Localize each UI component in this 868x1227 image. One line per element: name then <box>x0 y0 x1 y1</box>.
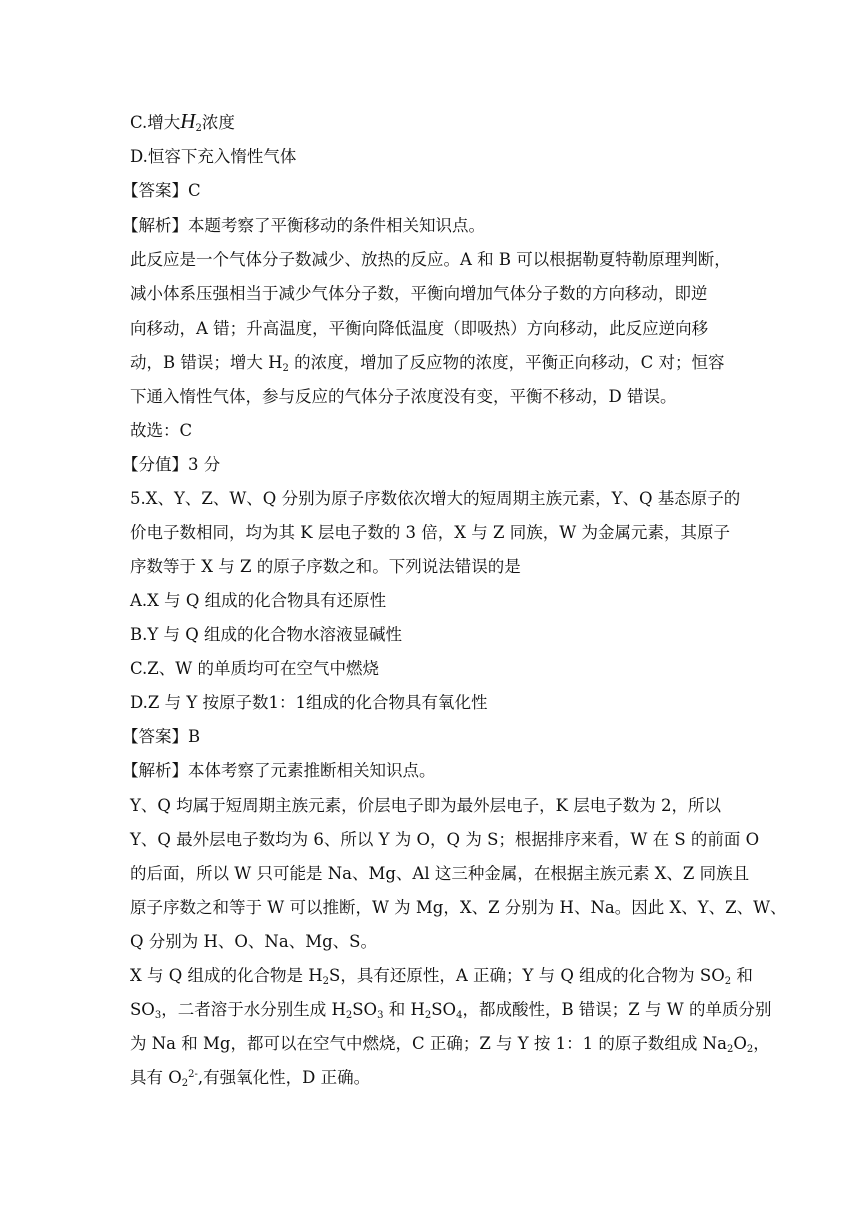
q4-option-c <box>130 110 235 134</box>
text-run: 和 <box>731 966 753 985</box>
q4-score: 【分值】3 分 <box>122 455 221 474</box>
subscript: 2 <box>181 1078 189 1089</box>
q5-explanation-line <box>130 999 771 1021</box>
q4-choose: 故选：C <box>130 421 193 440</box>
text-run: SO <box>352 1000 378 1019</box>
q5-stem-line: 价电子数相同，均为其 K 层电子数的 3 倍，X 与 Z 同族，W 为金属元素，其原子 <box>130 523 730 542</box>
subscript: 3 <box>154 1010 162 1021</box>
text-run: 动，B 错误；增大 H <box>130 353 283 372</box>
subscript: 2 <box>322 976 330 987</box>
subscript: 3 <box>377 1010 384 1021</box>
text-run: 的浓度，增加了反应物的浓度，平衡正向移动，C 对；恒容 <box>288 353 725 372</box>
subscript: 4 <box>456 1010 463 1021</box>
text-run: 具有 O <box>130 1068 182 1087</box>
q5-explanation-line <box>130 1033 770 1055</box>
q5-stem-line: 序数等于 X 与 Z 的原子序数之和。下列说法错误的是 <box>130 557 521 576</box>
subscript: 2 <box>724 976 732 987</box>
text-run: ，都成酸性，B 错误；Z 与 W 的单质分别 <box>462 1000 772 1019</box>
q5-option-c: C.Z、W 的单质均可在空气中燃烧 <box>130 659 379 678</box>
text-run: 和 H <box>383 1000 425 1019</box>
q4-option-d: D.恒容下充入惰性气体 <box>130 147 297 166</box>
q4-answer: 【答案】C <box>122 181 201 200</box>
q5-explanation-line <box>130 1067 370 1089</box>
text-run: SO <box>431 1000 457 1019</box>
q5-option-a: A.X 与 Q 组成的化合物具有还原性 <box>130 591 387 610</box>
text-run: X 与 Q 组成的化合物是 H <box>130 966 323 985</box>
q4-analysis-title: 【解析】本题考察了平衡移动的条件相关知识点。 <box>122 216 485 235</box>
subscript: 2 <box>424 1010 432 1021</box>
subscript: 2 <box>195 123 202 134</box>
subscript: 2 <box>726 1044 734 1055</box>
subscript: 2 <box>345 1010 353 1021</box>
q5-answer: 【答案】B <box>122 727 201 746</box>
q5-explanation-line: Q 分别为 H、O、Na、Mg、S。 <box>130 932 377 951</box>
q4-explanation-line: 此反应是一个气体分子数减少、放热的反应。A 和 B 可以根据勒夏特勒原理判断， <box>130 250 731 269</box>
option-text: C.增大 <box>130 113 181 132</box>
text-run: ，二者溶于水分别生成 H <box>161 1000 346 1019</box>
q4-explanation-line: 下通入惰性气体，参与反应的气体分子浓度没有变，平衡不移动，D 错误。 <box>130 387 677 406</box>
formula-h: H <box>180 109 196 133</box>
option-text: 浓度 <box>201 113 235 132</box>
q5-option-d: D.Z 与 Y 按原子数1：1组成的化合物具有氧化性 <box>130 693 488 712</box>
text-run: ， <box>753 1034 770 1053</box>
q5-explanation-line: 原子序数之和等于 W 可以推断，W 为 Mg，X、Z 分别为 H、Na。因此 X、Y、Z、W、 <box>130 898 787 917</box>
q4-explanation-line: 减小体系压强相当于减少气体分子数，平衡向增加气体分子数的方向移动，即逆 <box>130 284 708 303</box>
superscript: 2- <box>188 1069 198 1080</box>
text-run: SO <box>130 1000 155 1019</box>
q5-explanation-line: Y、Q 最外层电子数均为 6、所以 Y 为 O，Q 为 S；根据排序来看，W 在 S 的前面 O <box>130 830 760 849</box>
text-run: O <box>733 1034 747 1053</box>
q5-option-b: B.Y 与 Q 组成的化合物水溶液显碱性 <box>130 625 403 644</box>
q5-explanation-line <box>130 965 753 987</box>
q5-explanation-line: Y、Q 均属于短周期主族元素，价层电子即为最外层电子，K 层电子数为 2，所以 <box>130 796 721 815</box>
subscript: 2 <box>282 363 289 374</box>
subscript: 2 <box>746 1044 754 1055</box>
text-run: ,有强氧化性，D 正确。 <box>197 1068 371 1087</box>
q4-explanation-line: 向移动，A 错；升高温度，平衡向降低温度（即吸热）方向移动，此反应逆向移 <box>130 319 709 338</box>
text-run: 为 Na 和 Mg，都可以在空气中燃烧，C 正确；Z 与 Y 按 1：1 的原子数组成 Na <box>130 1034 727 1053</box>
text-run: S，具有还原性，A 正确；Y 与 Q 组成的化合物为 SO <box>329 966 725 985</box>
q5-explanation-line: 的后面，所以 W 只可能是 Na、Mg、Al 这三种金属，在根据主族元素 X、Z 同族且 <box>130 864 750 883</box>
q5-stem-line: 5.X、Y、Z、W、Q 分别为原子序数依次增大的短周期主族元素，Y、Q 基态原子的 <box>130 489 741 508</box>
q5-analysis-title: 【解析】本体考察了元素推断相关知识点。 <box>122 761 436 780</box>
q4-explanation-line <box>130 352 725 374</box>
